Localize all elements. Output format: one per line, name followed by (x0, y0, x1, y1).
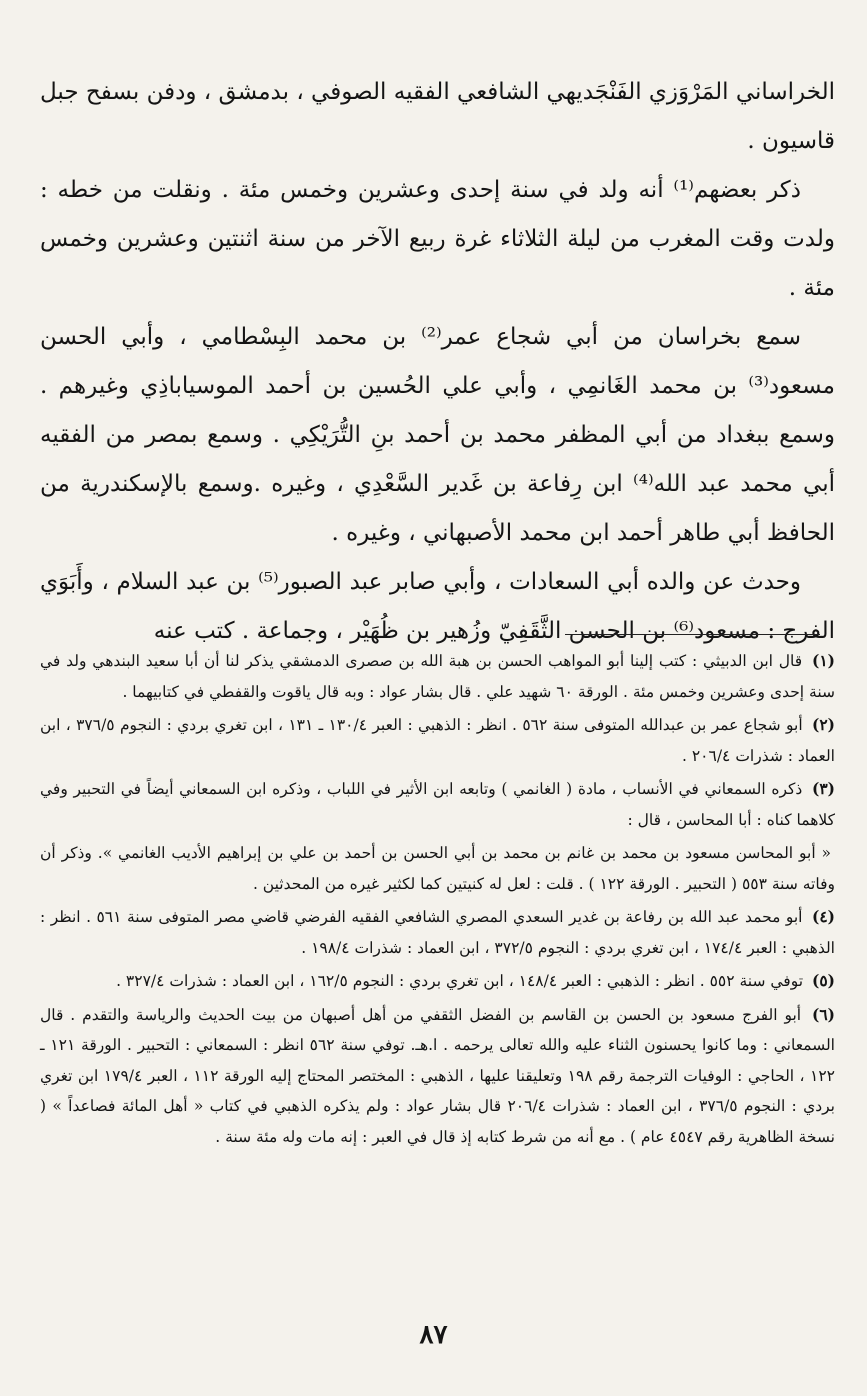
footnote-number: (٦) (811, 1004, 835, 1024)
footnote-text: أبو شجاع عمر بن عبدالله المتوفى سنة ٥٦٢ . انظر : الذهبي : العبر ١٣٠/٤ ـ ١٣١ ، ابن تغري بردي : النجوم ٣٧٦/٥ ، ابن العماد : شذرات ٢٠٦/٤ . (40, 716, 835, 765)
footnote-text: قال ابن الدبيثي : كتب إلينا أبو المواهب الحسن بن هبة الله بن صصرى الدمشقي يذكر لنا أن أبا سعيد البندهي ولد في سنة إحدى وعشرين وخمس مئة . الورقة ٦٠ شهيد علي . قال بشار عواد : وبه قال ياقوت والقفطي في كتابيهما . (40, 652, 835, 701)
footnote-number: (٢) (811, 715, 835, 734)
paragraph-3: سمع بخراسان من أبي شجاع عمر⁽²⁾ بن محمد البِسْطامي ، وأبي الحسن مسعود⁽³⁾ بن محمد الغَانمِي ، وأبي علي الحُسين بن أحمد الموسياباذِي وغيرهم . وسمع ببغداد من أبي المظفر محمد بن أحمد بنِ التُّرَيْكِي . وسمع بمصر من الفقيه أبي محمد عبد الله⁽⁴⁾ ابن رِفاعة بن غَدير السَّعْدِي ، وغيره .وسمع بالإسكندرية من الحافظ أبي طاهر أحمد ابن محمد الأصبهاني ، وغيره . (40, 324, 835, 546)
footnote-continuation (40, 838, 835, 899)
footnote-number: (٤) (811, 907, 835, 926)
page-number: ٨٧ (419, 1320, 448, 1350)
footnote (40, 646, 835, 707)
footnote (40, 1000, 835, 1153)
footnotes (40, 646, 835, 1155)
footnote (40, 902, 835, 963)
footnote (40, 774, 835, 835)
footnote (40, 966, 835, 997)
footnote (40, 710, 835, 771)
footnote-text: ذكره السمعاني في الأنساب ، مادة ( الغانمي ) وتابعه ابن الأثير في اللباب ، وذكره ابن السمعاني أيضاً في التحبير وفي كلاهما كناه : أبا المحاسن ، قال : (40, 780, 835, 829)
footnote-number: (٣) (811, 779, 835, 798)
footnote-number: (١) (811, 651, 835, 670)
footnote-text: أبو الفرج مسعود بن الحسن بن القاسم بن الفضل الثقفي من أهل أصبهان من بيت الحديث والرياسة والتقدم . قال السمعاني : وما كانوا يحسنون الثناء عليه والله تعالى يرحمه . ا.هـ. توفي سنة ٥٦٢ انظر : السمعاني : التحبير . الورقة ١٢١ ـ ١٢٢ ، الحاجي : الوفيات الترجمة رقم ١٩٨ وتعليقنا عليها ، الذهبي : المختصر المحتاج إليه الورقة ١١٢ ، العبر ١٧٩/٤ ابن تغري بردي : النجوم ٣٧٦/٥ ، ابن العماد : شذرات ٢٠٦/٤ قال بشار عواد : ولم يذكره الذهبي في كتاب « أهل المائة فصاعداً » ( نسخة الظاهرية رقم ٤٥٤٧ عام ) . مع أنه من شرط كتابه إذ قال في العبر : إنه مات وله مئة سنة . (40, 1005, 835, 1146)
paragraph-1: الخراساني المَرْوَزي الفَنْجَديهي الشافعي الفقيه الصوفي ، بدمشق ، ودفن بسفح جبل قاسيون . (40, 79, 835, 154)
paragraph-4: وحدث عن والده أبي السعادات ، وأبي صابر عبد الصبور⁽⁵⁾ بن عبد السلام ، وأَبَوَي الفرج : مسعود⁽⁶⁾ بن الحسن الثَّقَفِيّ وزُهير بن ظُهَيْر ، وجماعة . كتب عنه (40, 569, 835, 644)
footnote-text: أبو محمد عبد الله بن رفاعة بن غدير السعدي المصري الشافعي الفقيه الفرضي قاضي مصر المتوفى سنة ٥٦١ . انظر : الذهبي : العبر ١٧٤/٤ ، ابن تغري بردي : النجوم ٣٧٢/٥ ، ابن العماد : شذرات ١٩٨/٤ . (40, 908, 835, 957)
footnote-text: توفي سنة ٥٥٢ . انظر : الذهبي : العبر ١٤٨/٤ ، ابن تغري بردي : النجوم ١٦٢/٥ ، ابن العماد : شذرات ٣٢٧/٤ . (116, 972, 804, 990)
footnote-text: « أبو المحاسن مسعود بن محمد بن غانم بن محمد بن أبي الحسن بن أحمد بن علي بن إبراهيم الأديب الغانمي ». وذكر أن وفاته سنة ٥٥٣ ( التحبير . الورقة ١٢٢ ) . قلت : لعل له كنيتين كما لكثير غيره من المحدثين . (40, 844, 835, 893)
main-text (40, 68, 835, 656)
footnote-separator (565, 634, 820, 635)
footnote-number: (٥) (811, 971, 835, 990)
paragraph-2: ذكر بعضهم⁽¹⁾ أنه ولد في سنة إحدى وعشرين وخمس مئة . ونقلت من خطه : ولدت وقت المغرب من ليلة الثلاثاء غرة ربيع الآخر من سنة اثنتين وعشرين وخمس مئة . (40, 177, 835, 301)
